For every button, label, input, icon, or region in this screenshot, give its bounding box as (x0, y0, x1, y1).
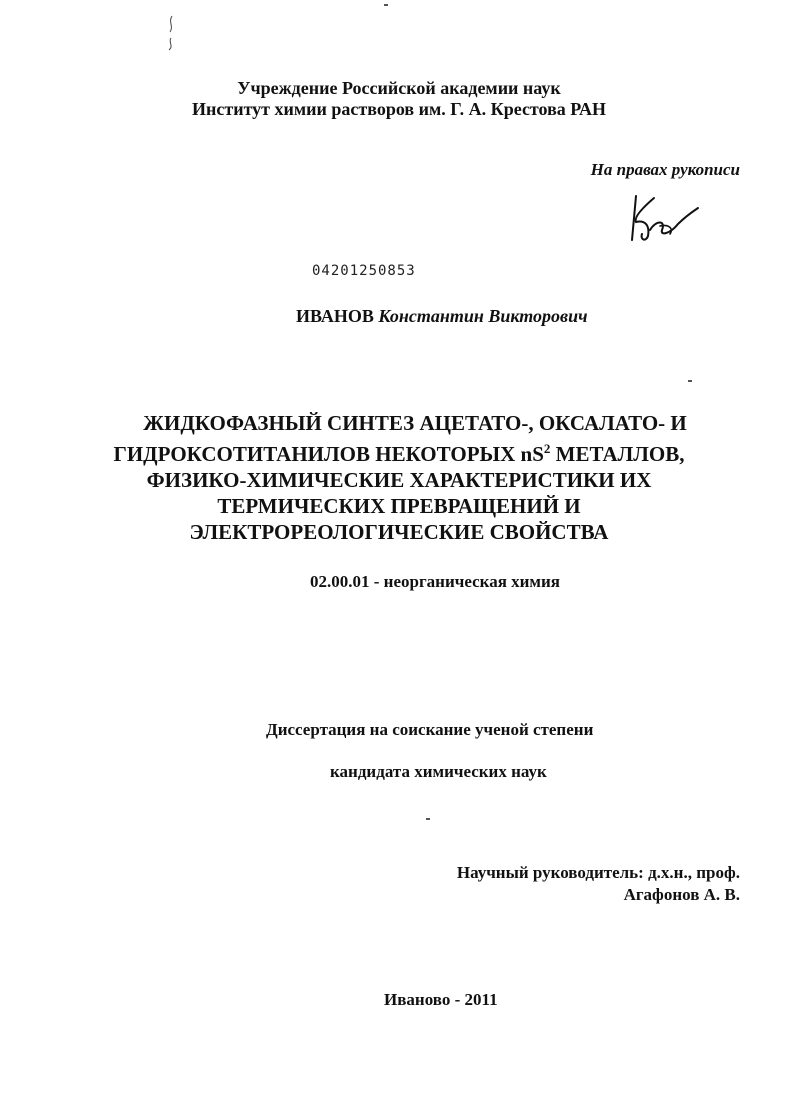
dissertation-title (0, 410, 798, 545)
title-line-5: ЭЛЕКТРОРЕОЛОГИЧЕСКИЕ СВОЙСТВА (189, 520, 609, 544)
title-line-2-superscript: 2 (543, 441, 551, 456)
title-line-3: ФИЗИКО-ХИМИЧЕСКИЕ ХАРАКТЕРИСТИКИ ИХ (146, 468, 652, 492)
institution-line-1: Учреждение Российской академии наук (237, 78, 561, 98)
title-line-4: ТЕРМИЧЕСКИХ ПРЕВРАЩЕНИЙ И (217, 494, 581, 518)
document-stamp-number: 04201250853 (312, 263, 416, 279)
handwritten-signature (622, 190, 702, 246)
degree-line-1: Диссертация на соискание ученой степени (266, 720, 594, 739)
advisor-line-2: Агафонов А. В. (623, 885, 740, 904)
title-line-2 (0, 436, 798, 467)
institution-header (0, 78, 798, 120)
author-surname: ИВАНОВ (296, 306, 374, 326)
author-name (296, 306, 588, 327)
city-year: Иваново - 2011 (384, 990, 498, 1009)
author-given-names: Константин Викторович (378, 306, 588, 326)
scan-speck (384, 4, 388, 6)
scan-speck (426, 818, 430, 820)
institution-line-2: Институт химии растворов им. Г. А. Крестова РАН (192, 99, 606, 119)
advisor-line-1: Научный руководитель: д.х.н., проф. (456, 863, 740, 882)
title-line-2-after: МЕТАЛЛОВ, (550, 442, 685, 466)
title-line-1: ЖИДКОФАЗНЫЙ СИНТЕЗ АЦЕТАТО-, ОКСАЛАТО- И (143, 411, 687, 435)
title-line-2-before: ГИДРОКСОТИТАНИЛОВ НЕКОТОРЫХ nS (113, 442, 544, 466)
specialty-code: 02.00.01 - неорганическая химия (310, 572, 561, 591)
degree-line-2: кандидата химических наук (330, 762, 547, 781)
scientific-advisor (457, 862, 740, 906)
scan-speck (688, 380, 692, 382)
manuscript-note: На правах рукописи (590, 160, 740, 179)
margin-scribble (160, 14, 180, 52)
